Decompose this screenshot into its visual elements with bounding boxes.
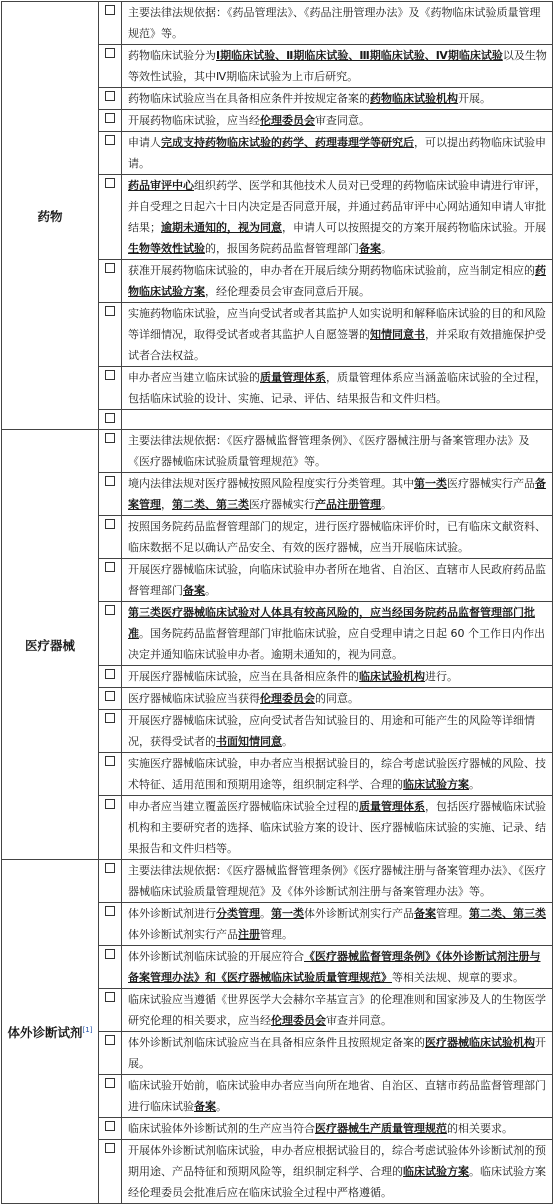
emphasis-text: 质量管理体系 bbox=[359, 800, 425, 813]
text-segment: 管理。 bbox=[260, 928, 293, 941]
text-segment: 以及生物等效性试验，其中Ⅳ期临床试验为上市后研究。 bbox=[128, 49, 547, 83]
regulation-table-body bbox=[2, 2, 553, 1204]
text-segment: 开展。 bbox=[458, 92, 491, 105]
checkbox-cell bbox=[99, 132, 122, 175]
emphasis-text: 第一类 bbox=[271, 907, 304, 920]
text-segment: 。 bbox=[205, 584, 216, 597]
text-segment: 临床试验体外诊断试剂的生产应当符合 bbox=[128, 1122, 315, 1135]
checkbox-square-icon bbox=[105, 605, 115, 615]
table-row bbox=[2, 430, 553, 473]
checkbox-cell bbox=[99, 903, 122, 946]
checkbox-cell bbox=[99, 45, 122, 88]
requirement-text bbox=[122, 430, 553, 473]
emphasis-text: 伦理委员会 bbox=[260, 114, 315, 127]
requirement-text bbox=[122, 796, 553, 860]
table-row bbox=[2, 2, 553, 45]
text-segment: 开展。 bbox=[128, 1036, 546, 1070]
emphasis-text: 药物临床试验方案 bbox=[128, 264, 546, 298]
text-segment: 药物临床试验分为 bbox=[128, 49, 216, 62]
text-segment: 。 bbox=[469, 778, 480, 791]
emphasis-text: 知情同意书 bbox=[370, 328, 425, 341]
text-segment: ，包括医疗器械临床试验 机构和主要研究者的选择、临床试验方案的设计、医疗器械临床试验的实施、记录、结果报告和文件归档等。 bbox=[128, 800, 546, 855]
emphasis-text: 临床试验方案 bbox=[403, 778, 469, 791]
requirement-text bbox=[122, 710, 553, 753]
text-segment: 开展医疗器械临床试验，向临床试验申办者所在地省、自治区、直辖市人民政府药品监督管理部门 bbox=[128, 563, 546, 597]
requirement-text bbox=[122, 602, 553, 666]
requirement-text bbox=[122, 753, 553, 796]
text-segment: 开展医疗器械临床试验，应当在具备相应条件的 bbox=[128, 670, 359, 683]
emphasis-text: 《医疗器械监督管理条例》《体外诊断试剂注册与备案管理办法》和《医疗器械临床试验质量管理规范》 bbox=[128, 950, 541, 984]
text-segment: 。国务院药品监督管理部门审批临床试验，应自受理申请之日起 60 个工作日内作出决定并通知临床试验申办者。逾期未通知的，视为同意。 bbox=[128, 627, 545, 661]
text-segment: 主要法律法规依据：《药品管理法》、《药品注册管理办法》及《药物临床试验质量管理规范》等。 bbox=[128, 6, 541, 40]
requirement-text bbox=[122, 1118, 553, 1140]
requirement-text bbox=[122, 516, 553, 559]
checkbox-square-icon bbox=[105, 91, 115, 101]
checkbox-square-icon bbox=[105, 863, 115, 873]
checkbox-square-icon bbox=[105, 756, 115, 766]
text-segment: 体外诊断试剂实行产品 bbox=[304, 907, 414, 920]
checkbox-square-icon bbox=[105, 476, 115, 486]
checkbox-cell bbox=[99, 430, 122, 473]
emphasis-text: 药品审评中心 bbox=[128, 179, 194, 192]
text-segment: 体外诊断试剂临床试验的开展应符合 bbox=[128, 950, 304, 963]
emphasis-text: 备案管理 bbox=[128, 477, 546, 511]
category-cell bbox=[2, 860, 99, 1204]
checkbox-cell bbox=[99, 110, 122, 132]
checkbox-square-icon bbox=[105, 519, 115, 529]
checkbox-square-icon bbox=[105, 48, 115, 58]
requirement-text bbox=[122, 132, 553, 175]
text-segment: 的，报国务院药品监督管理部门 bbox=[205, 242, 359, 255]
text-segment: 审查同意。 bbox=[315, 114, 370, 127]
requirement-text bbox=[122, 303, 553, 367]
text-segment: 审查并同意。 bbox=[326, 1014, 392, 1027]
text-segment: 开展药物临床试验，应当经 bbox=[128, 114, 260, 127]
text-segment: 获准开展药物临床试验的，申办者在开展后续分期药物临床试验前，应当制定相应的 bbox=[128, 264, 535, 277]
requirement-text bbox=[122, 903, 553, 946]
requirement-text bbox=[122, 110, 553, 132]
checkbox-cell bbox=[99, 410, 122, 430]
category-label: 体外诊断试剂 bbox=[7, 1024, 83, 1040]
text-segment: 体外诊断试剂进行 bbox=[128, 907, 216, 920]
checkbox-square-icon bbox=[105, 135, 115, 145]
checkbox-square-icon bbox=[105, 669, 115, 679]
requirement-text bbox=[122, 2, 553, 45]
emphasis-text: 第二类、第三类 bbox=[469, 907, 546, 920]
checkbox-square-icon bbox=[105, 906, 115, 916]
text-segment: 开展医疗器械临床试验，应向受试者告知试验目的、用途和可能产生的风险等详细情况，获得受试者的 bbox=[128, 714, 535, 748]
requirement-text bbox=[122, 367, 553, 410]
checkbox-cell bbox=[99, 946, 122, 989]
checkbox-square-icon bbox=[105, 799, 115, 809]
text-segment: ，经伦理委员会审查同意后开展。 bbox=[205, 285, 370, 298]
checkbox-cell bbox=[99, 260, 122, 303]
emphasis-text: Ⅰ期临床试验、Ⅱ期临床试验、Ⅲ期临床试验、Ⅳ期临床试验 bbox=[216, 49, 503, 62]
text-segment: 进行。 bbox=[425, 670, 458, 683]
checkbox-square-icon bbox=[105, 691, 115, 701]
checkbox-square-icon bbox=[105, 949, 115, 959]
requirement-text bbox=[122, 688, 553, 710]
emphasis-text: 备案 bbox=[194, 1100, 216, 1113]
checkbox-cell bbox=[99, 2, 122, 45]
text-segment: 按照国务院药品监督管理部门的规定，进行医疗器械临床评价时，已有临床文献资料、临床数据不足以确认产品安全、有效的医疗器械，应当开展临床试验。 bbox=[128, 520, 546, 554]
text-segment: ，可以提出药物临床试验申请。 bbox=[128, 136, 546, 170]
requirement-text bbox=[122, 45, 553, 88]
emphasis-text: 生物等效性试验 bbox=[128, 242, 205, 255]
text-segment: 体外诊断试剂临床试验应当在具备相应条件且按照规定备案的 bbox=[128, 1036, 425, 1049]
text-segment: 临床试验开始前，临床试验申办者应当向所在地省、自治区、直辖市药品监督管理部门进行临床试验 bbox=[128, 1079, 546, 1113]
checkbox-cell bbox=[99, 559, 122, 602]
checkbox-square-icon bbox=[105, 1078, 115, 1088]
checkbox-cell bbox=[99, 516, 122, 559]
checkbox-cell bbox=[99, 1140, 122, 1204]
emphasis-text: 书面知情同意 bbox=[216, 735, 282, 748]
text-segment: 的同意。 bbox=[315, 692, 359, 705]
category-label: 医疗器械 bbox=[24, 637, 75, 653]
checkbox-cell bbox=[99, 88, 122, 110]
checkbox-square-icon bbox=[105, 713, 115, 723]
checkbox-square-icon bbox=[105, 1121, 115, 1131]
checkbox-cell bbox=[99, 753, 122, 796]
emphasis-text: 伦理委员会 bbox=[260, 692, 315, 705]
category-label: 药物 bbox=[37, 208, 63, 224]
text-segment: ，并采取有效措施保护受试者合法权益。 bbox=[128, 328, 546, 362]
footnote-marker[interactable]: [1] bbox=[82, 1025, 93, 1034]
text-segment: 申办者应当建立覆盖医疗器械临床试验全过程的 bbox=[128, 800, 359, 813]
checkbox-cell bbox=[99, 1118, 122, 1140]
requirement-text bbox=[122, 1075, 553, 1118]
text-segment: 。 bbox=[282, 735, 293, 748]
category-cell bbox=[2, 430, 99, 860]
emphasis-text: 第三类医疗器械临床试验对人体具有较高风险的，应当经国务院药品监督管理部门批准 bbox=[128, 606, 535, 640]
emphasis-text: 质量管理体系 bbox=[260, 371, 326, 384]
emphasis-text: 药物临床试验机构 bbox=[370, 92, 458, 105]
text-segment: 主要法律法规依据：《医疗器械监督管理条例》、《医疗器械注册与备案管理办法》及《医疗器械临床试验质量管理规范》等。 bbox=[128, 434, 530, 468]
text-segment: 境内法律法规对医疗器械按照风险程度实行分类管理。其中 bbox=[128, 477, 414, 490]
text-segment: 实施药物临床试验，应当向受试者或者其监护人如实说明和解释临床试验的目的和风险等详细情况，取得受试者或者其监护人自愿签署的 bbox=[128, 307, 546, 341]
text-segment: 医疗器械临床试验应当获得 bbox=[128, 692, 260, 705]
checkbox-cell bbox=[99, 860, 122, 903]
table-row bbox=[2, 860, 553, 903]
emphasis-text: 医疗器械临床试验机构 bbox=[425, 1036, 535, 1049]
text-segment: 。临床试验方案经伦理委员会批准后应在临床试验全过程中严格遵循。 bbox=[128, 1165, 546, 1199]
checkbox-cell bbox=[99, 602, 122, 666]
text-segment: ，质量管理体系应当涵盖临床试验的全过程，包括临床试验的设计、实施、记录、评估、结果报告和文件归档。 bbox=[128, 371, 546, 405]
text-segment: 申请人 bbox=[128, 136, 161, 149]
requirement-text bbox=[122, 1032, 553, 1075]
requirement-text bbox=[122, 559, 553, 602]
text-segment: 申办者应当建立临床试验的 bbox=[128, 371, 260, 384]
checkbox-square-icon bbox=[105, 433, 115, 443]
text-segment: 临床试验应当遵循《世界医学大会赫尔辛基宣言》的伦理准则和国家涉及人的生物医学研究伦理的相关要求，应当经 bbox=[128, 993, 546, 1027]
text-segment: 。 bbox=[260, 907, 271, 920]
checkbox-square-icon bbox=[105, 562, 115, 572]
checkbox-cell bbox=[99, 1075, 122, 1118]
emphasis-text: 完成支持药物临床试验的药学、药理毒理学等研究后 bbox=[161, 136, 414, 149]
emphasis-text: 分类管理 bbox=[216, 907, 260, 920]
requirement-text bbox=[122, 473, 553, 516]
emphasis-text: 注册 bbox=[238, 928, 260, 941]
text-segment: 。 bbox=[381, 242, 392, 255]
emphasis-text: 逾期未通知的，视为同意 bbox=[161, 221, 282, 234]
checkbox-cell bbox=[99, 710, 122, 753]
checkbox-square-icon bbox=[105, 1143, 115, 1153]
requirement-text bbox=[122, 946, 553, 989]
requirement-text bbox=[122, 989, 553, 1032]
text-segment: 体外诊断试剂实行产品 bbox=[128, 928, 238, 941]
text-segment: 药物临床试验应当在具备相应条件并按规定备案的 bbox=[128, 92, 370, 105]
text-segment: 。 bbox=[381, 498, 392, 511]
checkbox-cell bbox=[99, 303, 122, 367]
emphasis-text: 第二类、第三类 bbox=[172, 498, 249, 511]
emphasis-text: 备案 bbox=[183, 584, 205, 597]
checkbox-cell bbox=[99, 367, 122, 410]
emphasis-text: 备案 bbox=[414, 907, 436, 920]
checkbox-square-icon bbox=[105, 1035, 115, 1045]
requirement-text bbox=[122, 666, 553, 688]
text-segment: 开展体外诊断试剂临床试验，申办者应根据试验目的，综合考虑试验体外诊断试剂的预期用途、产品特征和预期风险等，组织制定科学、合理的 bbox=[128, 1144, 546, 1178]
checkbox-cell bbox=[99, 1032, 122, 1075]
checkbox-square-icon bbox=[105, 370, 115, 380]
category-cell bbox=[2, 2, 99, 430]
text-segment: 的相关要求。 bbox=[447, 1122, 513, 1135]
emphasis-text: 临床试验机构 bbox=[359, 670, 425, 683]
requirement-text bbox=[122, 175, 553, 260]
emphasis-text: 临床试验方案 bbox=[403, 1165, 469, 1178]
checkbox-square-icon bbox=[105, 113, 115, 123]
checkbox-cell bbox=[99, 989, 122, 1032]
emphasis-text: 伦理委员会 bbox=[271, 1014, 326, 1027]
checkbox-square-icon bbox=[105, 306, 115, 316]
requirement-text bbox=[122, 860, 553, 903]
checkbox-cell bbox=[99, 666, 122, 688]
text-segment: 医疗器械实行产品 bbox=[447, 477, 535, 490]
text-segment: 等相关法规、规章的要求。 bbox=[392, 971, 524, 984]
checkbox-square-icon bbox=[105, 413, 115, 423]
text-segment: 组织药学、医学和其他技术人员对已受理的药物临床试验申请进行审评，并自受理之日起六十日内决定是否同意开展，并通过药品审评中心网站通知申请人审批结果； bbox=[128, 179, 546, 234]
emphasis-text: 医疗器械生产质量管理规范 bbox=[315, 1122, 447, 1135]
text-segment: 。 bbox=[216, 1100, 227, 1113]
checkbox-square-icon bbox=[105, 178, 115, 188]
requirement-text bbox=[122, 410, 553, 430]
text-segment: ，申请人可以按照提交的方案开展药物临床试验。开展 bbox=[282, 221, 546, 234]
emphasis-text: 备案 bbox=[359, 242, 381, 255]
text-segment: 医疗器械实行 bbox=[249, 498, 315, 511]
checkbox-square-icon bbox=[105, 263, 115, 273]
text-segment: 主要法律法规依据：《医疗器械监督管理条例》《医疗器械注册与备案管理办法》、《医疗器械临床试验质量管理规范》及《体外诊断试剂注册与备案管理办法》等。 bbox=[128, 864, 546, 898]
checkbox-square-icon bbox=[105, 992, 115, 1002]
requirement-text bbox=[122, 1140, 553, 1204]
text-segment: 实施医疗器械临床试验，申办者应当根据试验目的，综合考虑试验医疗器械的风险、技术特征、适用范围和预期用途等，组织制定科学、合理的 bbox=[128, 757, 546, 791]
checkbox-cell bbox=[99, 796, 122, 860]
checkbox-square-icon bbox=[105, 5, 115, 15]
requirement-text bbox=[122, 260, 553, 303]
regulation-table bbox=[1, 1, 553, 1204]
checkbox-cell bbox=[99, 688, 122, 710]
requirement-text bbox=[122, 88, 553, 110]
checkbox-cell bbox=[99, 473, 122, 516]
emphasis-text: 第一类 bbox=[414, 477, 447, 490]
checkbox-cell bbox=[99, 175, 122, 260]
text-segment: ， bbox=[161, 498, 172, 511]
text-segment: 管理。 bbox=[436, 907, 469, 920]
emphasis-text: 产品注册管理 bbox=[315, 498, 381, 511]
